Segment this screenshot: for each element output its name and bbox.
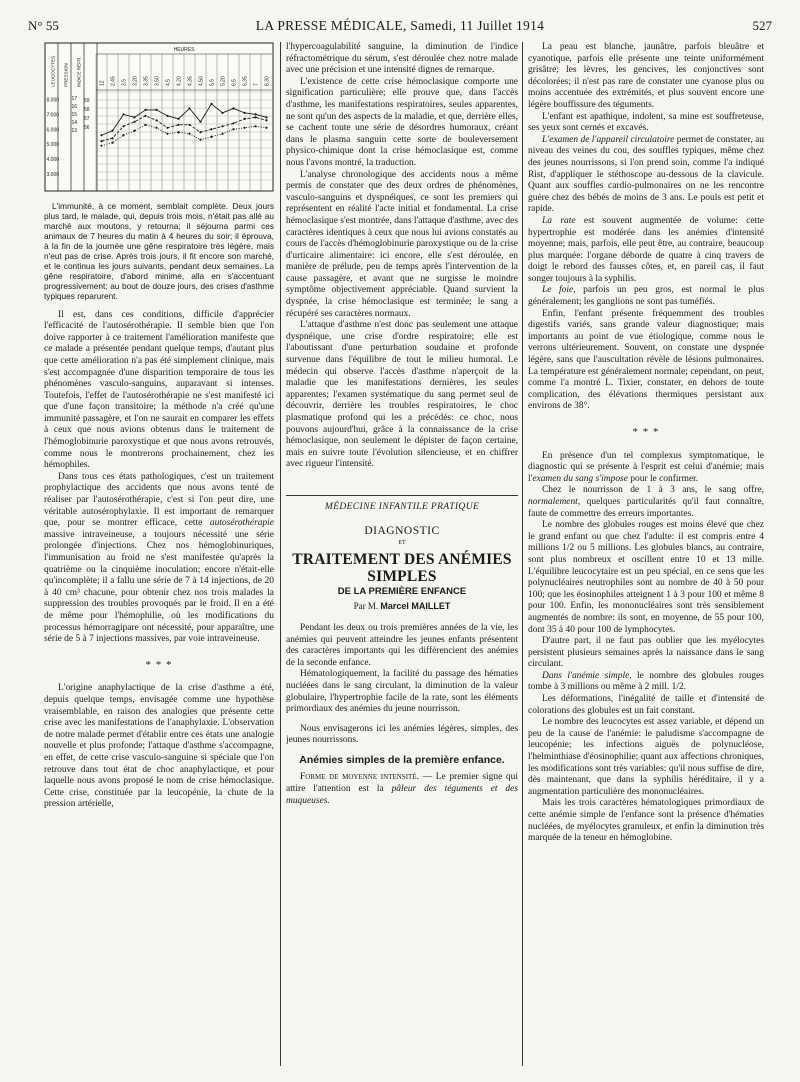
chart-data-point: [144, 124, 146, 126]
chart-data-point: [100, 140, 102, 142]
running-header: [28, 18, 772, 40]
chart-data-point: [243, 127, 245, 129]
chart-pression-tick-label: 14: [71, 120, 78, 126]
chart-x-tick-label: 2,45: [110, 76, 117, 86]
chart-x-tick-label: 3,50: [154, 76, 161, 86]
chart-x-tick-label: 4,20: [176, 76, 183, 86]
chart-data-point: [166, 115, 168, 117]
article-title-et: ET: [398, 540, 406, 547]
column-2: [286, 42, 518, 1072]
chart-data-point: [177, 118, 179, 120]
paragraph: L'attaque d'asthme n'est donc pas seulement une attaque dyspnéique, une crise d'ordre respiratoire; elle est l'aboutissant d'une perturbation soudaine et profonde survenue dans l'équilibre de tout le milieu humoral. Le médecin qui observe l'accès d'asthme n'aperçoit de la maladie que les manifestations dernières, les seules apparentes; l'examen systématique du sang permet seul de découvrir, derrière les troubles respiratoires, le choc plasmatique profond qui les a précédés: ce choc, nous pouvons aujourd'hui, grâce à la connaissance de la crise hémoclasique, non seulement le dépister de façon certaine, mais en suivre toute l'évolution silencieuse, et en chiffrer avec rigueur l'intensité.: [286, 320, 518, 470]
chart-data-point: [265, 119, 267, 121]
chart-data-point: [232, 122, 234, 124]
chart-leucocyte-tick-label: 4.000: [46, 157, 60, 164]
paragraph: Il est, dans ces conditions, difficile d'apprécier l'efficacité de l'autosérothérapie. Il semble bien que l'on doive rapporter à ce traitement l'amélioration manifeste que ce malade a présentée pendant quelque temps, d'autant plus que cette amélioration n'a pas été simplement clinique, mais s'est accompagnée d'une disparition temporaire de tous les phénomènes vasculo-sanguins, auparavant si intenses. Toutefois, l'effet de l'autosérothérapie ne s'est manifesté ici que d'une façon transitoire; la méthode n'a créé qu'une immunité passagère, et l'on ne saurait en comparer les effets à ceux que nous avions obtenus dans le traitement de l'hémoglobinurie paroxystique et que nous avons retrouvés, comme nous le montrerons prochainement, chez les hémophiles.: [44, 309, 274, 471]
column-rule-2: [522, 42, 523, 1066]
chart-leucocyte-tick-label: 8.000: [46, 97, 60, 104]
chart-x-tick-label: 8,30: [264, 76, 271, 86]
chart-x-tick-label: 3,20: [132, 76, 139, 86]
chart-leucocyte-tick-label: 5.000: [46, 142, 60, 149]
paragraph: En présence d'un tel complexus symptomatique, le diagnostic qui se présente à l'esprit est celui d'anémie; mais l'examen du sang s'impose pour le confirmer.: [528, 450, 764, 484]
chart-data-point: [133, 116, 135, 118]
chart-x-tick-label: 7: [253, 83, 260, 86]
paragraph: Forme de moyenne intensité. — Le premier signe qui attire l'attention est la pâleur des téguments et des muqueuses.: [286, 772, 518, 806]
chart-pression-tick-label: 16: [71, 104, 78, 110]
chart-data-point: [188, 124, 190, 126]
chart-x-tick-label: 3,5: [121, 79, 128, 86]
chart-data-point: [210, 136, 212, 138]
chart-data-point: [265, 116, 267, 118]
chart-data-point: [122, 113, 124, 115]
chart-column-label: INDICE RÉFR.: [76, 56, 82, 87]
chart-data-point: [221, 133, 223, 135]
chart-data-point: [100, 145, 102, 147]
chart-data-point: [243, 112, 245, 114]
chart-data-point: [188, 133, 190, 135]
issue-number: N° 55: [28, 18, 59, 33]
section-rubric: MÉDECINE INFANTILE PRATIQUE: [286, 495, 518, 514]
paragraph: La rate est souvent augmentée de volume: cette hypertrophie est modérée dans les anémies d'intensité moyenne; mais, parfois, elle peut être, au contraire, beaucoup plus marquée: l'organe déborde de quatre à cinq travers de doigt le rebord des fausses côtes, et, en pareil cas, il faut songer toujours à la syphilis.: [528, 215, 764, 284]
paragraph: Le nombre des leucocytes est assez variable, et dépend un peu de la cause de l'anémie: le paludisme s'accompagne de leucopénie; les infections aiguës de polynucléose, l'helminthiase d'éosinophilie; quant aux affections chroniques, les modifications sont très variables: qu'il nous suffise de dire, dès maintenant, que dans la syphilis héréditaire, il y a augmentation particulière des mononucléaires.: [528, 717, 764, 797]
journal-title: LA PRESSE MÉDICALE, Samedi, 11 Juillet 1914: [255, 18, 545, 33]
chart-data-point: [210, 128, 212, 130]
paragraph: L'existence de cette crise hémoclasique comporte une signification particulière; elle prouve que, dans l'accès d'asthme, les manifestations respiratoires, seules apparentes, ne sont qu'un des aspects de la maladie, et que, derrière elles, se cachent toute une série de désordres humoraux, créant dans le plasma sanguin cette sorte de bouleversement physico-chimique dont la crise hémoclasique est, comme nous l'avons montré, la traduction.: [286, 76, 518, 168]
column-rule-1: [280, 42, 281, 1066]
chart-data-point: [177, 131, 179, 133]
chart-data-point: [221, 112, 223, 114]
paragraph: Mais les trois caractères hématologiques primordiaux de cette anémie simple de l'enfance sont la présence d'hématies nucléées, de myélocytes granuleux, et enfin la diminution très marquée de la teneur en hémoglobine.: [528, 798, 764, 844]
chart-data-point: [144, 115, 146, 117]
chart-data-point: [177, 124, 179, 126]
article-author: Par M. Marcel MAILLET: [353, 601, 451, 612]
chart-data-point: [144, 109, 146, 111]
chart-data-point: [100, 134, 102, 136]
paragraph: Le nombre des globules rouges est moins élevé que chez le grand enfant ou que chez l'adulte: il est compris entre 4 millions 1/2 ou 5 millions. Les globules blancs, au contraire, sont plus nombreux et oscillent entre 10 et 13 mille. L'équilibre leucocytaire est un peu spécial, en ce sens que les polynucléaires neutrophiles sont au nombre de 40 à 50 pour 100; que les éosinophiles atteignent 1 à 3 pour 100 et même 8 pour 100. Enfin, les mononucléaires sont très sensiblement augmentés de nombre: ils sont, en moyenne, de 55 pour 100, dont 35 à 40 pour 100 de lymphocytes.: [528, 520, 764, 635]
chart-pression-tick-label: 17: [71, 96, 78, 102]
paragraph: Le foie, parfois un peu gros, est normal le plus généralement; les ganglions ne sont pas tuméfiés.: [528, 285, 764, 308]
paragraph: l'hypercoagulabilité sanguine, la diminution de l'indice réfractométrique du sérum, s'est déroulée chez notre malade avec une précision et une intensité dignes de remarque.: [286, 42, 518, 76]
chart-data-point: [155, 119, 157, 121]
chart-indice-tick-label: 56: [84, 125, 90, 131]
paragraph: Les déformations, l'inégalité de taille et d'intensité de colorations des globules est un fait constant.: [528, 694, 764, 716]
paragraph: L'enfant est apathique, indolent, sa mine est souffreteuse, ses yeux sont cernés et excavés.: [528, 111, 764, 134]
chart-column-label: PRESSION: [63, 63, 69, 87]
blood-pressure-chart: [44, 42, 274, 192]
chart-x-tick-label: 5,5: [209, 79, 216, 86]
chart-data-point: [188, 107, 190, 109]
chart-data-point: [221, 125, 223, 127]
chart-data-point: [254, 113, 256, 115]
chart-leucocyte-tick-label: 3.000: [46, 172, 60, 178]
chart-data-point: [122, 125, 124, 127]
column-1: [44, 42, 274, 1072]
paragraph: Dans tous ces états pathologiques, c'est un traitement prophylactique des accidents que nous avons tenté de réaliser par l'autosérothérapie, c'est si l'on peut dire, une véritable autosérophylaxie. Il est important de remarquer que, pour se montrer efficace, cette autosérothérapie massive intraveineuse, a toujours nécessité une série prolongée d'injections. Chez nos hémoglobinuriques, l'immunisation au froid ne s'est manifestée qu'après la quatrième ou la cinquième inoculation; encore n'était-elle qu'incomplète; il a fallu une série de 7 à 14 injections, de 20 à 40 cm³ chacune, pour obtenir chez nos trois malades la suppression des troubles provoqués par le froid. Il en a été de même pour l'hémophilie, où les modifications du processus hémorragipare ont nécessité, pour apparaître, une série de 5 à 7 injections massives, par voie intraveineuse.: [44, 471, 274, 645]
column-3: [528, 42, 764, 1072]
chart-data-point: [111, 137, 113, 139]
chart-data-point: [111, 142, 113, 144]
chart-leucocyte-tick-label: 7.000: [46, 112, 60, 119]
chart-indice-tick-label: 58: [84, 107, 90, 113]
section-stars: * * *: [145, 658, 173, 671]
chart-pression-tick-label: 13: [71, 128, 78, 134]
article-title-main: TRAITEMENT DES ANÉMIES SIMPLES: [292, 550, 512, 585]
chart-column-label: LEUCOCYTES: [50, 55, 56, 87]
chart-data-point: [155, 109, 157, 111]
chart-x-tick-label: 12: [99, 80, 106, 86]
chart-data-point: [199, 121, 201, 123]
chart-data-point: [166, 133, 168, 135]
chart-x-tick-label: 6,35: [242, 76, 249, 86]
chart-data-point: [232, 107, 234, 109]
paragraph: D'autre part, il ne faut pas oublier que les myélocytes persistent plusieurs semaines après la naissance dans le sang circulant.: [528, 636, 764, 670]
chart-x-tick-label: 4,5: [165, 79, 172, 86]
chart-hours-label: HEURES: [173, 47, 195, 53]
chart-data-point: [232, 128, 234, 130]
chart-pression-tick-label: 15: [71, 112, 78, 118]
section-stars: * * *: [632, 426, 660, 438]
chart-data-point: [254, 125, 256, 127]
chart-data-point: [155, 127, 157, 129]
paragraph: Dans l'anémie simple, le nombre des globules rouges tombe à 3 millions ou même à 2 mill. 1/2.: [528, 670, 764, 693]
chart-indice-tick-label: 57: [84, 116, 90, 122]
chart-data-point: [265, 127, 267, 129]
paragraph: La peau est blanche, jaunâtre, parfois bleuâtre et cyanotique, parfois elle présente une teinte uniformément grisâtre; les lèvres, les gencives, les conjonctives sont décolorées; il n'est pas rare de constater une cyanose plus ou moins accentuée des extrémités, et plus souvent encore une légère bouffissure des téguments.: [528, 42, 764, 110]
chart-data-point: [133, 121, 135, 123]
paragraph: Pendant les deux ou trois premières années de la vie, les anémies qui peuvent atteindre les jeunes enfants présentent des caractères importants qui les différencient des anémies de la seconde enfance.: [286, 622, 518, 668]
chart-caption: [44, 201, 274, 302]
chart-x-tick-label: 4,50: [198, 76, 205, 86]
paragraph: Chez le nourrisson de 1 à 3 ans, le sang offre, normalement, quelques particularités qu'il faut connaître, faute de commettre des erreurs importantes.: [528, 485, 764, 519]
paragraph: L'origine anaphylactique de la crise d'asthme a été, depuis quelque temps, envisagée comme une hypothèse vraisemblable, en raison des analogies que présente cette crise avec les manifestations de l'anaphylaxie. L'observation de notre malade permet d'établir entre ces états une analogie nouvelle et plus profonde; l'attaque d'asthme s'accompagne, en effet, de cette crise vasculo-sanguine si spéciale que l'on retrouve dans tout état de choc anaphylactique, et pour laquelle nous avons proposé le nom de crise hémoclasique. Cette crise, constituée par la leucopénie, la chute de la pression artérielle,: [44, 683, 274, 810]
paragraph: Hématologiquement, la facilité du passage des hématies nucléées dans le sang circulant, la diminution de la valeur globulaire, l'hypertrophie facile de la rate, sont les éléments primordiaux des anémies du jeune nourrisson.: [286, 669, 518, 715]
chart-x-tick-label: 6,5: [231, 79, 238, 86]
paragraph: L'examen de l'appareil circulatoire permet de constater, au niveau des veines du cou, des souffles typiques, même chez des jeunes nourrissons, si l'on prend soin, comme l'a indiqué Rist, d'appliquer le stéthoscope au-dessous de la clavicule. Quant aux souffles cardio-pulmonaires on ne les rencontre guère chez des bébés de moins de 3 ans. Le pouls est petit et rapide.: [528, 134, 764, 215]
chart-data-point: [166, 127, 168, 129]
chart-data-point: [210, 103, 212, 105]
chart-x-tick-label: 5,20: [220, 76, 227, 86]
chart-data-point: [199, 139, 201, 141]
paragraph: L'analyse chronologique des accidents nous a même permis de constater que des deux ordres de phénomènes, vasculo-sanguins et dyspnéiques, ce sont les premiers qui représentent en réalité l'acte initial et fondamental. La crise hémoclasique s'est montrée, dans l'attaque d'asthme, avec des caractères identiques à ceux que nous lui avions constatés au cours de l'accès d'hémoglobinurie paroxystique ou de la crise d'urticaire alimentaire: ici encore, elle s'est déroulée, en manière de prélude, peu de temps après l'intervention de la cause passagère, et avant que ne surgisse le moindre symptôme objectivement appréciable. Quand survient la dyspnée, la crise hémoclasique est terminée; le sang a récupéré ses caractères normaux.: [286, 169, 518, 319]
chart-x-tick-label: 3,35: [143, 76, 150, 86]
chart-leucocyte-tick-label: 6.000: [46, 127, 60, 134]
page-number: 527: [752, 18, 772, 33]
paragraph: Enfin, l'enfant présente fréquemment des troubles digestifs variés, sans grande valeur diagnostique; mais importants au point de vue étiologique, comme nous le verrons ultérieurement. Souvent, on constate une dyspnée légère, sans que l'auscultation révèle de lésions pulmonaires. La température est généralement normale; cependant, on peut, comme l'a montré L. Tixier, constater, en dehors de toute complication, des élévations thermiques persistant aux environs de 38°.: [528, 308, 764, 412]
chart-data-point: [254, 116, 256, 118]
caption-text: L'immunité, à ce moment, semblait complète. Deux jours plus tard, le malade, qui, depuis trois mois, n'était pas allé au marché aux moutons, y retourna; il séjourna parmi ces animaux de 7 heures du matin à 4 heures du soir; il éprouva, à la fin de la journée une gêne respiratoire très légère, mais n'eut pas de crise. Après trois jours, il fit encore son marché, et le continua les jours suivants, pendant deux semaines. La gêne respiratoire, d'abord minime, alla en s'accentuant progressivement; au bout de douze jours, des crises d'asthme typiques reparurent.: [44, 200, 274, 302]
chart-x-tick-label: 4,35: [187, 76, 194, 86]
chart-indice-tick-label: 59: [84, 98, 90, 104]
chart-data-point: [199, 131, 201, 133]
article-title-line-1: DIAGNOSTIC: [364, 524, 440, 537]
chart-data-point: [122, 134, 124, 136]
paragraph: Nous envisagerons ici les anémies légères, simples, des jeunes nourrissons.: [286, 723, 518, 746]
chart-data-point: [111, 130, 113, 132]
subsection-heading: Anémies simples de la première enfance.: [299, 753, 505, 766]
chart-data-point: [133, 130, 135, 132]
article-subtitle: DE LA PREMIÈRE ENFANCE: [337, 585, 467, 597]
chart-data-point: [243, 118, 245, 120]
